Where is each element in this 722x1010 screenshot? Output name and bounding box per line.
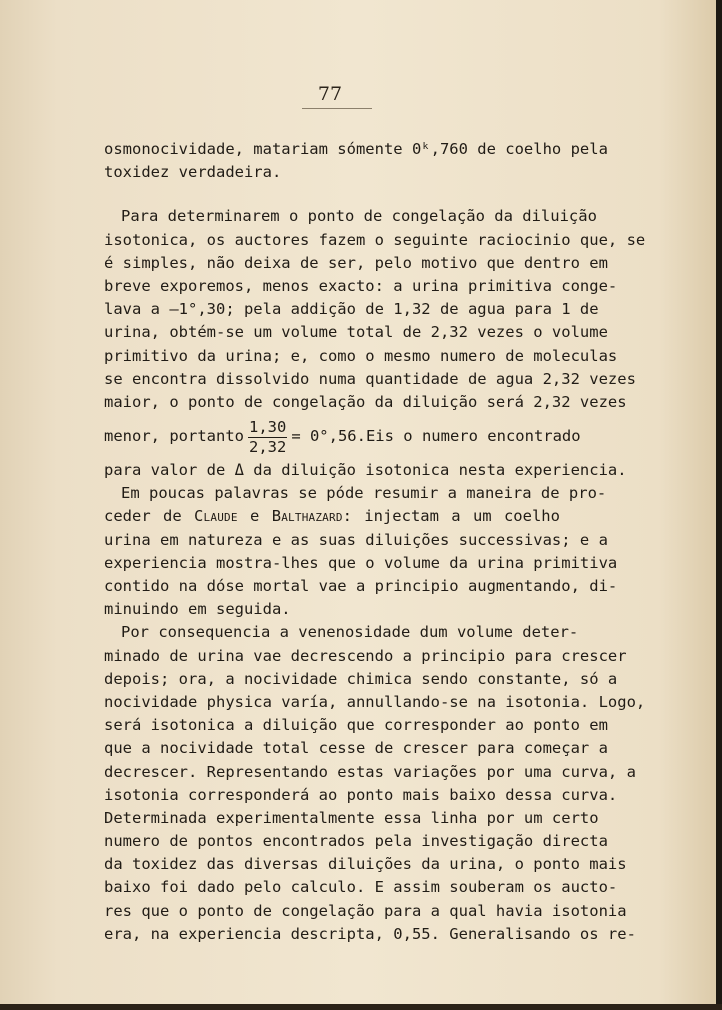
text-line: Determinada experimentalmente essa linha por um certo — [104, 808, 599, 827]
body-text — [104, 138, 646, 946]
paragraph-gap — [104, 184, 560, 205]
text-line: lava a —1°,30; pela addição de 1,32 de agua para 1 de — [104, 300, 599, 319]
text-line: isotonica, os auctores fazem o seguinte raciocinio que, se — [104, 230, 646, 249]
text-line: era, na experiencia descripta, 0,55. Generalisando os re- — [104, 924, 636, 943]
text-line: toxidez verdadeira. — [104, 163, 282, 182]
page-edge-shadow — [0, 1004, 722, 1010]
text-fragment: ceder de — [104, 507, 182, 526]
text-line: breve exporemos, menos exacto: a urina primitiva conge- — [104, 276, 618, 295]
text-line: será isotonica a diluição que corresponder ao ponto em — [104, 716, 608, 735]
text-line: urina, obtém-se um volume total de 2,32 vezes o volume — [104, 323, 608, 342]
formula-result: = 0°,56. — [291, 427, 366, 446]
page-number: 77 — [317, 83, 343, 105]
text-line: numero de pontos encontrados pela investigação directa — [104, 832, 608, 851]
text-line-with-names — [104, 505, 560, 528]
text-line: Em poucas palavras se póde resumir a maneira de pro- — [121, 484, 607, 503]
text-line: res que o ponto de congelação para a qual havia isotonia — [104, 901, 627, 920]
text-line: minado de urina vae decrescendo a principio para crescer — [104, 646, 627, 665]
text-line: Por consequencia a venenosidade dum volume deter- — [121, 623, 579, 642]
text-line: osmonocividade, matariam sómente 0ᵏ,760 de coelho pela — [104, 140, 608, 158]
fraction-denominator: 2,32 — [248, 437, 287, 456]
text-line: nocividade physica varía, annullando-se na isotonia. Logo, — [104, 692, 646, 711]
fraction — [248, 418, 287, 457]
text-line: contido na dóse mortal vae a principio augmentando, di- — [104, 577, 618, 595]
text-line: decrescer. Representando estas variações por uma curva, a — [104, 762, 636, 781]
text-line: urina em natureza e as suas diluições successivas; e a — [104, 530, 608, 549]
header-rule — [302, 108, 372, 109]
formula-line — [104, 415, 581, 459]
formula-line-rest: Eis o numero encontrado — [365, 427, 581, 446]
text-line: minuindo em seguida. — [104, 600, 291, 619]
author-name-claude: Claude — [194, 507, 238, 526]
fraction-numerator: 1,30 — [248, 417, 287, 436]
text-line: baixo foi dado pelo calculo. E assim souberam os aucto- — [104, 878, 618, 897]
text-line: se encontra dissolvido numa quantidade de agua 2,32 vezes — [104, 369, 636, 388]
author-name-balthazard: Balthazard — [271, 507, 343, 526]
text-line: para valor de Δ da diluição isotonica nesta experiencia. — [104, 461, 627, 480]
text-line: depois; ora, a nocividade chimica sendo constante, só a — [104, 669, 618, 688]
text-fragment: : injectam a um coelho — [342, 507, 560, 526]
text-fragment: e — [250, 507, 260, 526]
formula-prefix: menor, portanto — [104, 427, 244, 446]
text-line: isotonia corresponderá ao ponto mais baixo dessa curva. — [104, 785, 618, 804]
text-line: Para determinarem o ponto de congelação da diluição — [121, 207, 597, 226]
formula — [104, 418, 366, 457]
text-line: experiencia mostra-lhes que o volume da urina primitiva — [104, 553, 618, 572]
text-line: é simples, não deixa de ser, pelo motivo que dentro em — [104, 253, 608, 272]
text-line: da toxidez das diversas diluições da urina, o ponto mais — [104, 855, 627, 874]
text-line: que a nocividade total cesse de crescer para começar a — [104, 739, 608, 758]
text-line: maior, o ponto de congelação da diluição será 2,32 vezes — [104, 392, 627, 411]
text-line: primitivo da urina; e, como o mesmo numero de moleculas — [104, 346, 618, 365]
